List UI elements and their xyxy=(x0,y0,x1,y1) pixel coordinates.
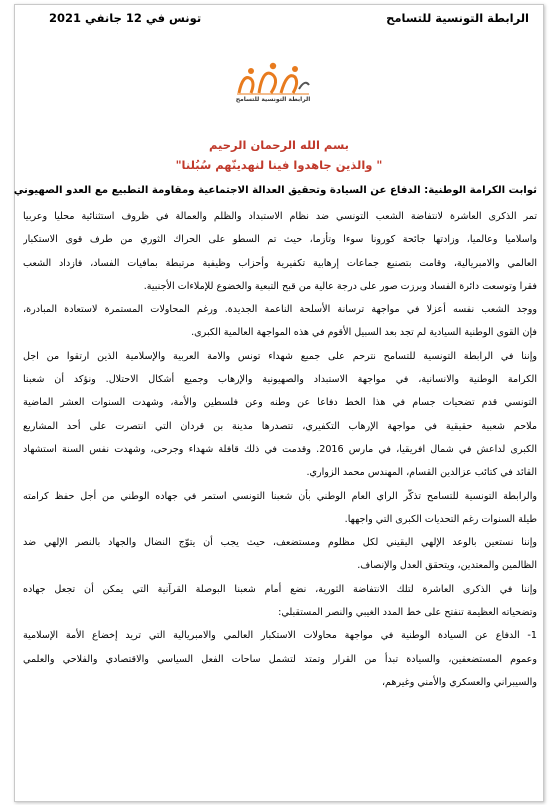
body-line: الكبرى لداعش في شمال افريقيا، في مارس 2016. وقدمت في ذلك قافلة شهداء وجرحى، وشهدت نفس السنة استشهاد xyxy=(23,443,537,455)
body-line: وتضحياته العظيمة تنفتح على خط المدد الغيبي والنصر المستقبلي: xyxy=(278,607,537,619)
organization-name: الرابطة التونسية للتسامح xyxy=(386,11,529,25)
body-line: ملاحم شعبية حقيقية في مواجهة الإرهاب التكفيري، تتصدرها مدينة بن قردان التي انتصرت على أحد المشاريع xyxy=(23,420,537,432)
body-line: التونسي قدم تضحيات جسام في هذا الخط دفاعا عن وطنه وعن فلسطين والأمة، وشهدت السنوات العشر الماضية xyxy=(23,397,537,409)
page-header xyxy=(49,11,529,27)
body-line: القائد في كتائب عزالدين القسام، المهندس محمد الزواري. xyxy=(306,467,537,479)
body-line: العالمي والامبريالية، وقامت بتصنيع جماعات إرهابية تكفيرية وأحزاب وظيفية مرتبطة بمافيات الفساد، فازداد الشعب xyxy=(23,257,537,269)
body-line: 1- الدفاع عن السيادة الوطنية في مواجهة محاولات الاستكبار العالمي والامبريالية التي تريد إخضاع الأمة الإسلامية xyxy=(23,630,537,642)
body-line: وإننا في الرابطة التونسية للتسامح نترحم على جميع شهداء تونس والامة العربية والإسلامية الذين ارتقوا من اجل xyxy=(23,350,537,362)
body-line: واسلاميا وعالميا، وزادتها جائحة كورونا سوءا وتأزما، حيث تم السطو على الحراك الثوري من طرف قوى الاستكبار xyxy=(23,234,537,246)
body-line: الكرامة الوطنية والانسانية، في مواجهة الاستبداد والصهيونية والإرهاب وجميع أشكال الاحتلال. ونؤكد أن شعبنا xyxy=(23,374,537,386)
document-page xyxy=(14,4,544,802)
logo-figures-icon xyxy=(233,59,313,97)
body-line: طيلة السنوات رغم التحديات الكبرى التي واجهها. xyxy=(344,513,537,525)
body-line: والسيبراني والعسكري والأمني وغيرهم، xyxy=(381,676,537,688)
statement-body xyxy=(23,205,537,694)
body-line: وعموم المستضعفين، والسيادة تبدأ من القرار وتمتد لتشمل ساحات الفعل السياسي والاقتصادي والفلاحي والعلمي xyxy=(23,653,537,665)
body-line: فقرا وتوسعت دائرة الفساد وبرزت صور على درجة عالية من قبح التبعية والخضوع للإملاءات الأجنبية. xyxy=(143,280,537,292)
logo-caption: الرابطة التونسية للتسامح xyxy=(235,96,311,103)
body-line: وإننا في الذكرى العاشرة لتلك الانتفاضة الثورية، نضع أمام شعبنا البوصلة القرآنية التي يمكن أن تجعل جهاده xyxy=(23,583,537,595)
body-line: ووجد الشعب نفسه أعزلا في مواجهة ترسانة الأسلحة الناعمة الجديدة. ورغم المحاولات المستمرة لاستعادة المبادرة، xyxy=(23,304,537,316)
body-line: الظالمين والمعتدين، ويتحقق العدل والإنصاف. xyxy=(357,560,537,572)
body-line: وإننا نستعين بالوعد الإلهي اليقيني لكل مظلوم ومستضعف، حيث يجب أن يتوّج النضال والجهاد بالنصر الإلهي ضد xyxy=(23,537,537,549)
organization-logo xyxy=(233,59,313,111)
basmala: بسم الله الرحمان الرحيم xyxy=(209,138,349,152)
body-line: تمر الذكرى العاشرة لانتفاضة الشعب التونسي ضد نظام الاستبداد والظلم والعمالة في ظروف استثنائية محليا وعربيا xyxy=(23,211,537,222)
document-date: تونس في 12 جانفي 2021 xyxy=(49,11,202,25)
quran-verse: " والذين جاهدوا فينا لنهدينّهم سُبُلنا" xyxy=(175,158,383,172)
statement-headline: ثوابت الكرامة الوطنية: الدفاع عن السيادة وتحقيق العدالة الاجتماعية ومقاومة التطبيع مع العدو الصهيوني xyxy=(13,185,537,196)
body-line: والرابطة التونسية للتسامح تذكّر الراي العام الوطني بأن شعبنا التونسي استمر في جهاده الوطني من أجل حفظ كرامته xyxy=(23,490,537,502)
body-line: فإن القوى الوطنية السيادية لم تجد بعد السبيل الأقوم في هذه المواجهة العالمية الكبرى. xyxy=(191,327,537,339)
